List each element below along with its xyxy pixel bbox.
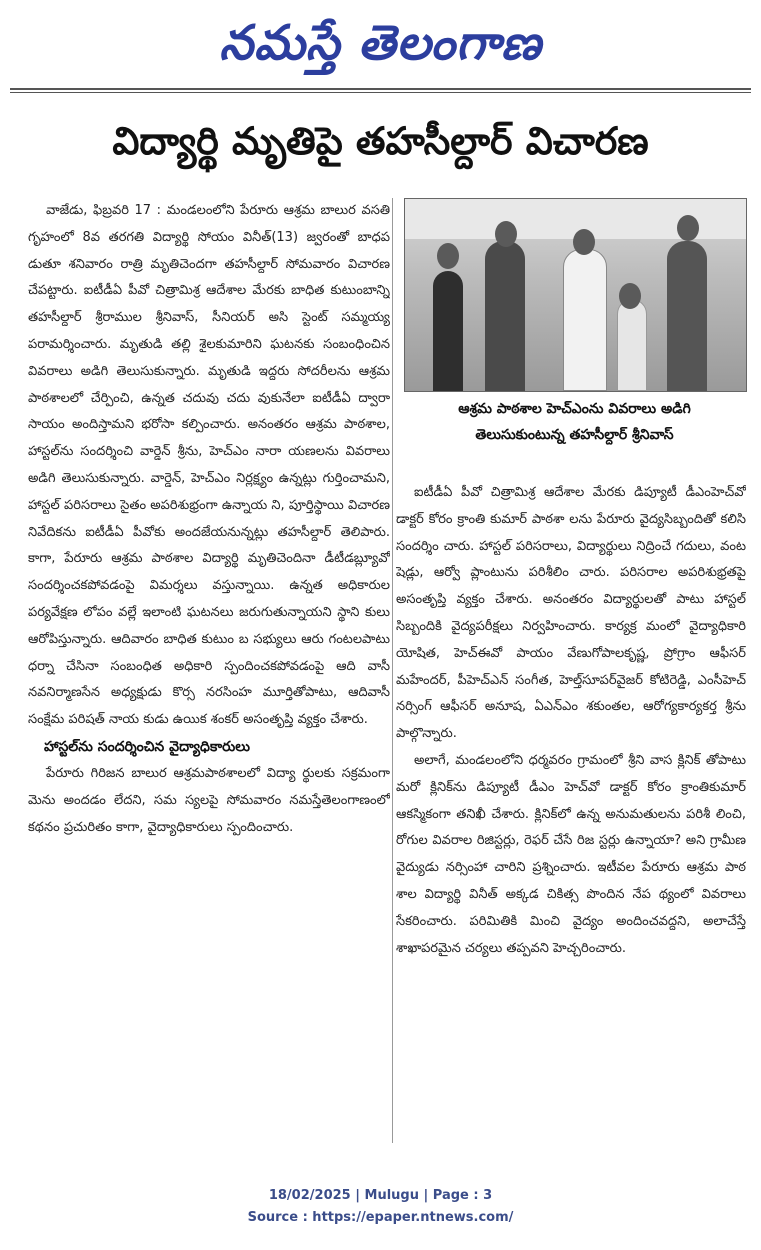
photo-caption (404, 396, 745, 448)
photo-person-4 (617, 299, 647, 391)
photo-person-2 (485, 241, 525, 391)
photo-person-1 (433, 271, 463, 391)
article-paragraph-3: ఐటీడీఏ పీవో చిత్రామిశ్ర ఆదేశాల మేరకు డిప్యూటీ డీఎంహెచ్‌వో డాక్టర్ కోరం క్రాంతి కుమార్ పాఠశా లను పేరూరు వైద్యసిబ్బందితో కలిసి సందర్శిం చారు. హాస్టల్ పరిసరాలు, విద్యార్థులు నిద్రించే గదులు, వంట షెడ్లు, ఆర్వో ప్లాంటును పరిశీలిం చారు. పరిసరాల అపరిశుభ్రతపై అసంతృప్తి వ్యక్తం చేశారు. అనంతరం విద్యార్థులతో పాటు హాస్టల్ సిబ్బందికి వైద్యపరీక్షలు నిర్వహించారు. కార్యక్ర మంలో వైద్యాధికారి యోషిత, హెచ్ఈవో పాయం వేణుగోపాలకృష్ణ, ప్రోగ్రాం ఆఫీసర్ మహేందర్, పీహెచ్ఎన్ సంగీత, హెల్త్‌సూపర్‌వైజర్ కోటిరెడ్డి, ఎంసీహెచ్ నర్సింగ్ ఆఫీసర్ అనూష, ఏఎన్ఎం శకుంతల, ఆరోగ్యకార్యకర్త శ్రీను పాల్గొన్నారు. (396, 485, 746, 742)
masthead-rule-thin (10, 92, 751, 93)
masthead-rule (10, 88, 751, 90)
newspaper-masthead (0, 8, 761, 78)
article-column-left (28, 198, 390, 1148)
article-paragraph-1: వాజేడు, ఫిబ్రవరి 17 : మండలంలోని పేరూరు ఆశ్రమ బాలుర వసతి గృహంలో 8వ తరగతి విద్యార్థి సోయం వినీత్(13) జ్వరంతో బాధప డుతూ శనివారం రాత్రి మృతిచెందగా తహసీల్దార్ సోమవారం విచారణ చేపట్టారు. ఐటీడీఏ పీవో చిత్రామిశ్ర ఆదేశాల మేరకు బాధిత కుటుంబాన్ని తహసీల్దార్ శ్రీరాముల శ్రీనివాస్, సీనియర్ అసి స్టెంట్ సమ్మయ్య పరామర్శించారు. మృతుడి తల్లి శైలకుమారిని ఘటనకు సంబంధించిన వివరాలు అడిగి తెలుసుకున్నారు. మృతుడి ఇద్దరు సోదరీలను ఆశ్రమ పాఠశాలలో చేర్పించి, ఉన్నత చదువు చదు వుకునేలా ఐటీడీఏ ద్వారా సాయం అందిస్తామని భరోసా కల్పించారు. అనంతరం ఆశ్రమ పాఠశాల, హాస్టల్‌ను సందర్శించి వార్డెన్ శ్రీను, హెచ్ఎం నారా యణలను వివరాలు అడిగి తెలుసుకున్నారు. వార్డెన్, హెచ్ఎం నిర్లక్ష్యం ఉన్నట్లు గుర్తించామని, హాస్టల్ పరిసరాలు సైతం అపరిశుభ్రంగా ఉన్నాయ ని, పూర్తిస్థాయి విచారణ నివేదికను ఐటీడీఏ పీవోకు అందజేయనున్నట్లు తహసీల్దార్ తెలిపారు. కాగా, పేరూరు ఆశ్రమ పాఠశాల విద్యార్థి మృతిచెందినా డీటీడబ్ల్యూవో సందర్శించకపోవడంపై విమర్శలు వస్తున్నాయి. ఉన్నత అధికారుల పర్యవేక్షణ లోపం వల్లే ఇలాంటి ఘటనలు జరుగుతున్నాయని స్థాని కులు ఆరోపిస్తున్నారు. ఆదివారం బాధిత కుటుం బ సభ్యులు ఆరు గంటలపాటు ధర్నా చేసినా సంబంధిత అధికారి స్పందించకపోవడంపై ఆది వాసీ నవనిర్మాణసేన అధ్యక్షుడు కొర్స నరసింహ మూర్తితోపాటు, ఆదివాసీ సంక్షేమ పరిషత్ నాయ కుడు ఉయిక శంకర్ అసంతృప్తి వ్యక్తం చేశారు. (28, 203, 390, 728)
photo-caption-line-1: ఆశ్రమ పాఠశాల హెచ్ఎంను వివరాలు అడిగి (458, 401, 691, 417)
photo-head-5 (677, 215, 699, 241)
column-divider (392, 198, 393, 1143)
masthead-logo-text: నమస్తే తెలంగాణ (219, 15, 542, 71)
article-subheading: హాస్టల్‌ను సందర్శించిన వైద్యాధికారులు (44, 738, 250, 755)
photo-head-1 (437, 243, 459, 269)
article-paragraph-4: అలాగే, మండలంలోని ధర్మవరం గ్రామంలో శ్రీని వాస క్లినిక్ తోపాటు మరో క్లినిక్‌ను డిప్యూటీ డీఎం హెచ్‌వో డాక్టర్ కోరం క్రాంతికుమార్ ఆకస్మికంగా తనిఖీ చేశారు. క్లినిక్‌లో ఉన్న అనుమతులను పరిశీ లించి, రోగుల వివరాల రిజిస్టర్లు, రెఫర్ చేసే రిజ స్టర్లు ఉన్నాయా? అని గ్రామీణ వైద్యుడు నర్సింహా చారిని ప్రశ్నించారు. ఇటీవల పేరూరు ఆశ్రమ పాఠ శాల విద్యార్థి వినీత్ అక్కడ చికిత్స పొందిన నేప థ్యంలో వివరాలు సేకరించారు. పరిమితికి మించి వైద్యం అందించవద్దని, అలాచేస్తే శాఖాపరమైన చర్యలు తప్పవని హెచ్చరించారు. (396, 752, 746, 956)
photo-head-3 (573, 229, 595, 255)
photo-person-5 (667, 241, 707, 391)
article-column-right (396, 480, 746, 1148)
article-paragraph-2: పేరూరు గిరిజన బాలుర ఆశ్రమపాఠశాలలో విద్యా ర్థులకు సక్రమంగా మెను అందడం లేదని, సమ స్యలపై సోమవారం నమస్తేతెలంగాణంలో కథనం ప్రచురితం కాగా, వైద్యాధికారులు స్పందించారు. (28, 765, 390, 835)
photo-head-2 (495, 221, 517, 247)
footer-source-link[interactable]: Source : https://epaper.ntnews.com/ (247, 1210, 514, 1225)
photo-head-4 (619, 283, 641, 309)
footer-date-edition-page: 18/02/2025 | Mulugu | Page : 3 (268, 1188, 493, 1203)
article-headline: విద్యార్థి మృతిపై తహసీల్దార్ విచారణ (112, 119, 649, 163)
photo-caption-line-2: తెలుసుకుంటున్న తహసీల్దార్ శ్రీనివాస్ (475, 427, 674, 443)
article-photo (404, 198, 747, 392)
photo-person-3 (563, 249, 607, 391)
